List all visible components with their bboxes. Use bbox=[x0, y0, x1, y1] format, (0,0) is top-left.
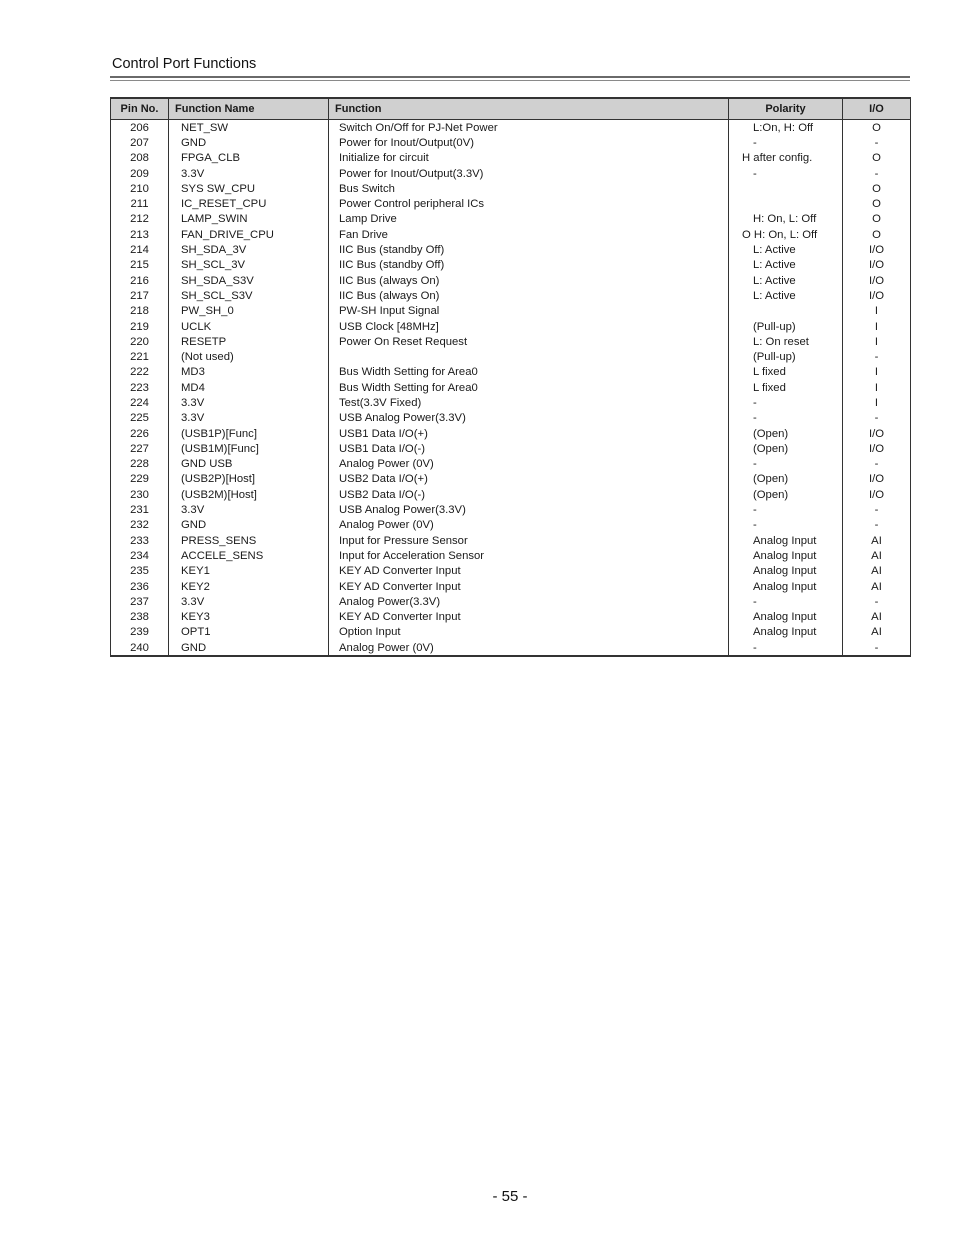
cell-function-name: OPT1 bbox=[169, 625, 329, 640]
cell-polarity: (Open) bbox=[729, 487, 843, 502]
cell-function: Power for Inout/Output(3.3V) bbox=[329, 166, 729, 181]
cell-io: I/O bbox=[843, 242, 911, 257]
cell-function: Initialize for circuit bbox=[329, 151, 729, 166]
table-row bbox=[111, 181, 911, 196]
cell-polarity: - bbox=[729, 502, 843, 517]
cell-polarity bbox=[729, 181, 843, 196]
cell-function-name: (USB2P)[Host] bbox=[169, 472, 329, 487]
header-pin-no: Pin No. bbox=[111, 98, 169, 120]
cell-polarity: H: On, L: Off bbox=[729, 212, 843, 227]
cell-function-name: MD4 bbox=[169, 380, 329, 395]
cell-function-name: KEY1 bbox=[169, 564, 329, 579]
cell-pin-no: 208 bbox=[111, 151, 169, 166]
cell-pin-no: 215 bbox=[111, 258, 169, 273]
cell-function: IIC Bus (standby Off) bbox=[329, 242, 729, 257]
cell-function: Analog Power(3.3V) bbox=[329, 594, 729, 609]
table-row bbox=[111, 166, 911, 181]
cell-polarity: - bbox=[729, 640, 843, 656]
cell-function: USB Analog Power(3.3V) bbox=[329, 502, 729, 517]
cell-io: O bbox=[843, 196, 911, 211]
table-row bbox=[111, 564, 911, 579]
cell-function-name: (USB1P)[Func] bbox=[169, 426, 329, 441]
table-row bbox=[111, 533, 911, 548]
cell-function-name: (Not used) bbox=[169, 349, 329, 364]
cell-pin-no: 210 bbox=[111, 181, 169, 196]
cell-function: Input for Pressure Sensor bbox=[329, 533, 729, 548]
cell-function-name: KEY2 bbox=[169, 579, 329, 594]
cell-function: USB Clock [48MHz] bbox=[329, 319, 729, 334]
cell-polarity: Analog Input bbox=[729, 610, 843, 625]
cell-pin-no: 207 bbox=[111, 135, 169, 150]
table-row bbox=[111, 518, 911, 533]
cell-function: Lamp Drive bbox=[329, 212, 729, 227]
cell-function: PW-SH Input Signal bbox=[329, 304, 729, 319]
cell-pin-no: 214 bbox=[111, 242, 169, 257]
cell-function: USB Analog Power(3.3V) bbox=[329, 411, 729, 426]
table-row bbox=[111, 502, 911, 517]
cell-pin-no: 216 bbox=[111, 273, 169, 288]
cell-function: KEY AD Converter Input bbox=[329, 579, 729, 594]
cell-function-name: (USB2M)[Host] bbox=[169, 487, 329, 502]
cell-function bbox=[329, 349, 729, 364]
cell-polarity: - bbox=[729, 594, 843, 609]
cell-function-name: (USB1M)[Func] bbox=[169, 441, 329, 456]
cell-io: O bbox=[843, 120, 911, 136]
cell-pin-no: 230 bbox=[111, 487, 169, 502]
cell-pin-no: 226 bbox=[111, 426, 169, 441]
cell-io: O bbox=[843, 212, 911, 227]
cell-function-name: 3.3V bbox=[169, 594, 329, 609]
cell-function-name: GND bbox=[169, 518, 329, 533]
cell-function: Switch On/Off for PJ-Net Power bbox=[329, 120, 729, 136]
cell-function-name: SH_SCL_3V bbox=[169, 258, 329, 273]
cell-io: I/O bbox=[843, 472, 911, 487]
cell-io: - bbox=[843, 502, 911, 517]
cell-function: KEY AD Converter Input bbox=[329, 610, 729, 625]
cell-io: AI bbox=[843, 579, 911, 594]
cell-pin-no: 224 bbox=[111, 395, 169, 410]
cell-polarity: - bbox=[729, 411, 843, 426]
table-row bbox=[111, 273, 911, 288]
cell-polarity: L fixed bbox=[729, 365, 843, 380]
table-row bbox=[111, 304, 911, 319]
cell-function-name: RESETP bbox=[169, 334, 329, 349]
cell-function: Analog Power (0V) bbox=[329, 640, 729, 656]
cell-io: O bbox=[843, 181, 911, 196]
cell-polarity bbox=[729, 196, 843, 211]
cell-function: USB2 Data I/O(+) bbox=[329, 472, 729, 487]
cell-pin-no: 223 bbox=[111, 380, 169, 395]
cell-polarity: (Pull-up) bbox=[729, 319, 843, 334]
table-row bbox=[111, 395, 911, 410]
cell-polarity: L fixed bbox=[729, 380, 843, 395]
cell-function-name: SH_SDA_S3V bbox=[169, 273, 329, 288]
cell-polarity: - bbox=[729, 457, 843, 472]
cell-pin-no: 218 bbox=[111, 304, 169, 319]
cell-polarity: H after config. bbox=[729, 151, 843, 166]
cell-function-name: ACCELE_SENS bbox=[169, 548, 329, 563]
cell-pin-no: 213 bbox=[111, 227, 169, 242]
cell-pin-no: 239 bbox=[111, 625, 169, 640]
cell-function: IIC Bus (always On) bbox=[329, 288, 729, 303]
cell-pin-no: 220 bbox=[111, 334, 169, 349]
cell-io: I/O bbox=[843, 258, 911, 273]
cell-function-name: KEY3 bbox=[169, 610, 329, 625]
table-row bbox=[111, 212, 911, 227]
cell-io: I bbox=[843, 365, 911, 380]
cell-pin-no: 225 bbox=[111, 411, 169, 426]
cell-io: - bbox=[843, 135, 911, 150]
cell-function-name: 3.3V bbox=[169, 411, 329, 426]
cell-function: Bus Width Setting for Area0 bbox=[329, 365, 729, 380]
cell-io: O bbox=[843, 151, 911, 166]
cell-io: AI bbox=[843, 564, 911, 579]
cell-io: AI bbox=[843, 625, 911, 640]
cell-pin-no: 232 bbox=[111, 518, 169, 533]
cell-function: Power On Reset Request bbox=[329, 334, 729, 349]
cell-io: AI bbox=[843, 610, 911, 625]
cell-function-name: SH_SCL_S3V bbox=[169, 288, 329, 303]
table-row bbox=[111, 411, 911, 426]
cell-polarity: L: On reset bbox=[729, 334, 843, 349]
table-row bbox=[111, 135, 911, 150]
cell-polarity: - bbox=[729, 518, 843, 533]
cell-io: I/O bbox=[843, 487, 911, 502]
cell-function: USB1 Data I/O(+) bbox=[329, 426, 729, 441]
cell-polarity: Analog Input bbox=[729, 579, 843, 594]
cell-function-name: 3.3V bbox=[169, 502, 329, 517]
cell-pin-no: 236 bbox=[111, 579, 169, 594]
section-title: Control Port Functions bbox=[112, 56, 257, 72]
cell-polarity: (Open) bbox=[729, 472, 843, 487]
table-row bbox=[111, 196, 911, 211]
cell-function-name: SH_SDA_3V bbox=[169, 242, 329, 257]
cell-function-name: GND bbox=[169, 135, 329, 150]
table-row bbox=[111, 258, 911, 273]
title-rule-thick bbox=[110, 76, 910, 78]
cell-function-name: NET_SW bbox=[169, 120, 329, 136]
table-row bbox=[111, 242, 911, 257]
cell-function: Bus Width Setting for Area0 bbox=[329, 380, 729, 395]
cell-function: Power for Inout/Output(0V) bbox=[329, 135, 729, 150]
cell-function-name: GND bbox=[169, 640, 329, 656]
cell-function-name: FPGA_CLB bbox=[169, 151, 329, 166]
cell-polarity: - bbox=[729, 135, 843, 150]
cell-function-name: MD3 bbox=[169, 365, 329, 380]
cell-io: - bbox=[843, 457, 911, 472]
table-row bbox=[111, 640, 911, 656]
table-row bbox=[111, 610, 911, 625]
cell-polarity: Analog Input bbox=[729, 548, 843, 563]
table-row bbox=[111, 120, 911, 136]
table-row bbox=[111, 227, 911, 242]
cell-function: Fan Drive bbox=[329, 227, 729, 242]
page-number: - 55 - bbox=[492, 1188, 528, 1205]
cell-polarity: - bbox=[729, 166, 843, 181]
cell-pin-no: 221 bbox=[111, 349, 169, 364]
cell-io: I bbox=[843, 380, 911, 395]
cell-function: Test(3.3V Fixed) bbox=[329, 395, 729, 410]
table-row bbox=[111, 472, 911, 487]
cell-io: - bbox=[843, 518, 911, 533]
cell-function-name: 3.3V bbox=[169, 166, 329, 181]
cell-function-name: LAMP_SWIN bbox=[169, 212, 329, 227]
table-header-row bbox=[111, 98, 911, 120]
cell-pin-no: 240 bbox=[111, 640, 169, 656]
table-row bbox=[111, 487, 911, 502]
cell-polarity: Analog Input bbox=[729, 564, 843, 579]
table-row bbox=[111, 349, 911, 364]
header-function-name: Function Name bbox=[169, 98, 329, 120]
cell-io: I bbox=[843, 304, 911, 319]
cell-function: Power Control peripheral ICs bbox=[329, 196, 729, 211]
table-row bbox=[111, 288, 911, 303]
cell-polarity: L: Active bbox=[729, 258, 843, 273]
cell-io: I/O bbox=[843, 426, 911, 441]
header-function: Function bbox=[329, 98, 729, 120]
cell-function-name: PW_SH_0 bbox=[169, 304, 329, 319]
cell-polarity: L: Active bbox=[729, 288, 843, 303]
cell-pin-no: 219 bbox=[111, 319, 169, 334]
cell-function: Analog Power (0V) bbox=[329, 457, 729, 472]
cell-pin-no: 235 bbox=[111, 564, 169, 579]
table-row bbox=[111, 548, 911, 563]
cell-polarity: (Open) bbox=[729, 426, 843, 441]
cell-pin-no: 217 bbox=[111, 288, 169, 303]
table-row bbox=[111, 426, 911, 441]
control-port-table bbox=[110, 97, 911, 657]
cell-pin-no: 231 bbox=[111, 502, 169, 517]
cell-function-name: SYS SW_CPU bbox=[169, 181, 329, 196]
cell-polarity: L:On, H: Off bbox=[729, 120, 843, 136]
cell-io: I bbox=[843, 319, 911, 334]
cell-pin-no: 212 bbox=[111, 212, 169, 227]
cell-io: - bbox=[843, 640, 911, 656]
cell-polarity: - bbox=[729, 395, 843, 410]
cell-pin-no: 238 bbox=[111, 610, 169, 625]
cell-function-name: GND USB bbox=[169, 457, 329, 472]
title-rule-thin bbox=[110, 80, 910, 81]
cell-io: - bbox=[843, 349, 911, 364]
cell-function-name: PRESS_SENS bbox=[169, 533, 329, 548]
cell-io: - bbox=[843, 166, 911, 181]
cell-polarity: Analog Input bbox=[729, 625, 843, 640]
table-row bbox=[111, 594, 911, 609]
cell-io: - bbox=[843, 594, 911, 609]
cell-polarity: Analog Input bbox=[729, 533, 843, 548]
table-row bbox=[111, 319, 911, 334]
table-body bbox=[111, 120, 911, 657]
cell-polarity bbox=[729, 304, 843, 319]
cell-pin-no: 222 bbox=[111, 365, 169, 380]
cell-pin-no: 237 bbox=[111, 594, 169, 609]
table-row bbox=[111, 365, 911, 380]
cell-pin-no: 209 bbox=[111, 166, 169, 181]
table-row bbox=[111, 441, 911, 456]
cell-function: IIC Bus (always On) bbox=[329, 273, 729, 288]
cell-pin-no: 234 bbox=[111, 548, 169, 563]
table-row bbox=[111, 579, 911, 594]
table-row bbox=[111, 151, 911, 166]
cell-function: USB1 Data I/O(-) bbox=[329, 441, 729, 456]
cell-io: I/O bbox=[843, 288, 911, 303]
cell-io: I/O bbox=[843, 441, 911, 456]
table-row bbox=[111, 625, 911, 640]
cell-io: I bbox=[843, 395, 911, 410]
cell-io: - bbox=[843, 411, 911, 426]
cell-function-name: FAN_DRIVE_CPU bbox=[169, 227, 329, 242]
header-io: I/O bbox=[843, 98, 911, 120]
cell-polarity: (Pull-up) bbox=[729, 349, 843, 364]
cell-pin-no: 228 bbox=[111, 457, 169, 472]
cell-pin-no: 211 bbox=[111, 196, 169, 211]
cell-io: AI bbox=[843, 533, 911, 548]
cell-function: USB2 Data I/O(-) bbox=[329, 487, 729, 502]
header-polarity: Polarity bbox=[729, 98, 843, 120]
cell-pin-no: 227 bbox=[111, 441, 169, 456]
cell-function-name: 3.3V bbox=[169, 395, 329, 410]
cell-pin-no: 229 bbox=[111, 472, 169, 487]
cell-io: I/O bbox=[843, 273, 911, 288]
cell-function: IIC Bus (standby Off) bbox=[329, 258, 729, 273]
cell-polarity: O H: On, L: Off bbox=[729, 227, 843, 242]
cell-function: Option Input bbox=[329, 625, 729, 640]
cell-io: I bbox=[843, 334, 911, 349]
cell-function: Input for Acceleration Sensor bbox=[329, 548, 729, 563]
cell-function: KEY AD Converter Input bbox=[329, 564, 729, 579]
cell-io: AI bbox=[843, 548, 911, 563]
cell-polarity: (Open) bbox=[729, 441, 843, 456]
cell-polarity: L: Active bbox=[729, 273, 843, 288]
table-row bbox=[111, 457, 911, 472]
cell-pin-no: 206 bbox=[111, 120, 169, 136]
table-row bbox=[111, 334, 911, 349]
table-row bbox=[111, 380, 911, 395]
cell-polarity: L: Active bbox=[729, 242, 843, 257]
cell-function: Bus Switch bbox=[329, 181, 729, 196]
cell-function-name: UCLK bbox=[169, 319, 329, 334]
cell-function: Analog Power (0V) bbox=[329, 518, 729, 533]
cell-function-name: IC_RESET_CPU bbox=[169, 196, 329, 211]
cell-pin-no: 233 bbox=[111, 533, 169, 548]
cell-io: O bbox=[843, 227, 911, 242]
